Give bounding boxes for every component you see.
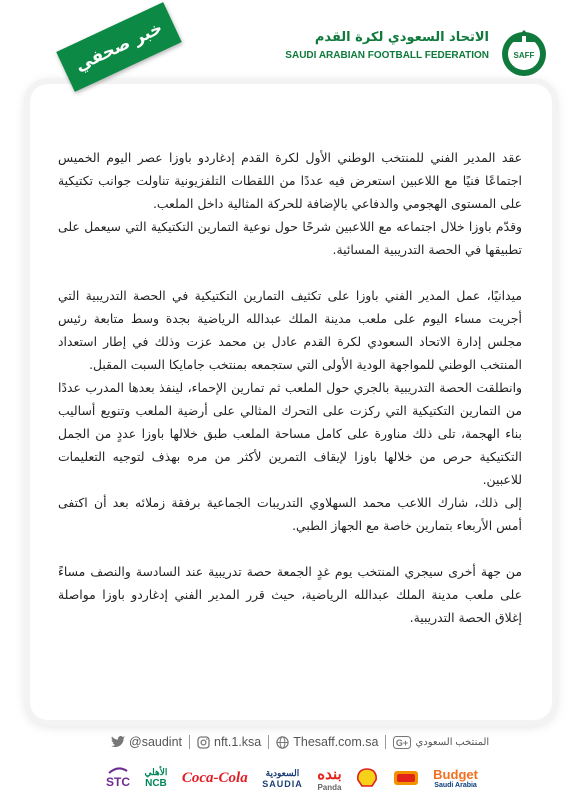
ncb-label-arabic: الأهلي — [144, 767, 168, 777]
shell-logo-icon — [356, 768, 378, 788]
article-paragraph: وانطلقت الحصة التدريبية بالجري حول الملعب ثم تمارين الإحماء، لينفذ بعدها المدرب عددًا من التمارين التكتيكية التي ركزت على التحرك المثالي على أرضية الملعب وتنويع أساليب بناء الهجمة، تلى ذلك مناورة على كامل مساحة الملعب طبق خلالها باوزا عددٍ من الجمل التكتيكية حرص من خلالها باوزا لإيقاف التمرين لأكثر من مره بهذف لتوجيه التعليمات للاعبين. — [58, 380, 522, 487]
social-bar — [104, 731, 504, 753]
sponsor-stc — [106, 767, 130, 789]
svg-text:G+: G+ — [396, 737, 409, 748]
sponsor-ncb — [145, 767, 168, 789]
panda-label: Panda — [317, 782, 342, 792]
google-plus-link[interactable] — [386, 736, 496, 749]
ncb-label: NCB — [145, 778, 167, 789]
article-paragraph: ميدانيًا، عمل المدير الفني باوزا على تكثيف التمارين التكتيكية في الحصة التدريبية التي أجريت مساء اليوم على ملعب مدينة الملك عبدالله الرياضية بجدة وسط متابعة رئيس مجلس إدارة الاتحاد السعودي لكرة القدم عادل بن محمد عزت وذلك في إطار استعداد المنتخب الوطني للمواجهة الودية الأولى التي ستجمعه بمنتخب جامايكا السبت المقبل. — [58, 288, 522, 372]
budget-sublabel: Saudi Arabia — [434, 782, 477, 789]
press-release-ribbon: خبر صحفي — [56, 2, 182, 92]
paragraph-gap — [58, 537, 522, 560]
twitter-link[interactable] — [104, 735, 189, 749]
google-plus-label: المنتخب السعودي — [415, 736, 490, 748]
cocacola-label: Coca-Cola — [181, 769, 248, 786]
sponsor-panda — [317, 765, 341, 792]
google-plus-icon — [393, 736, 411, 749]
article-paragraph: وقدّم باوزا خلال اجتماعه مع اللاعبين شرحًا حول نوعية التمارين التكتيكية التي سيعمل على تطبيقها في الحصة التدريبية المسائية. — [58, 219, 522, 257]
stc-swoosh-icon — [108, 767, 128, 775]
saff-logo-icon — [495, 22, 553, 80]
sponsors-bar — [106, 762, 478, 794]
article-paragraph: إلى ذلك، شارك اللاعب محمد السهلاوي التدريبات الجماعية برفقة زملائه بعد أن اكتفى أمس الأربعاء بتمارين خاصة مع الجهاز الطبي. — [58, 495, 522, 533]
instagram-link[interactable] — [190, 735, 268, 749]
website-link[interactable] — [269, 735, 385, 749]
svg-text:SAFF: SAFF — [513, 51, 535, 60]
instagram-icon — [197, 736, 210, 749]
sponsor-cocacola — [182, 770, 248, 787]
article-body — [58, 146, 522, 629]
federation-name-arabic: الاتحاد السعودي لكرة القدم — [314, 30, 489, 45]
panda-label-arabic: بنده — [317, 765, 342, 783]
federation-name-english: SAUDI ARABIAN FOOTBALL FEDERATION — [285, 50, 489, 61]
saudia-label: SAUDIA — [262, 778, 303, 789]
website-url: Thesaff.com.sa — [293, 735, 379, 749]
stc-label: STC — [106, 775, 130, 789]
twitter-handle: @saudint — [129, 735, 182, 749]
saudia-label-arabic: السعودية — [265, 767, 300, 778]
sponsor-saudia — [262, 768, 303, 789]
budget-label: Budget — [433, 767, 478, 782]
article-paragraph: من جهة أخرى سيجري المنتخب يوم غدٍ الجمعة حصة تدريبية عند السادسة والنصف مساءً على ملعب مدينة الملك عبدالله الرياضية، حيث قرر المدير الفني إدغاردو باوزا مواصلة إغلاق الحصة التدريبية. — [58, 564, 522, 625]
instagram-handle: nft.1.ksa — [214, 735, 262, 749]
sponsor-logo-icon — [393, 768, 419, 788]
article-paragraph: عقد المدير الفني للمنتخب الوطني الأول لكرة القدم إدغاردو باوزا عصر اليوم الخميس اجتماعًا فنيًا مع اللاعبين استعرض فيه عددًا من اللقطات التلفزيونية تناولت جوانب تكتيكية على المستوى الهجومي والدفاعي بالإضافة للحركة المثالية داخل الملعب. — [58, 150, 522, 211]
paragraph-gap — [58, 261, 522, 284]
globe-icon — [276, 736, 289, 749]
sponsor-shell — [356, 768, 378, 788]
sponsor-budget — [433, 767, 478, 789]
twitter-icon — [111, 736, 125, 748]
sponsor-mixed — [393, 768, 419, 788]
